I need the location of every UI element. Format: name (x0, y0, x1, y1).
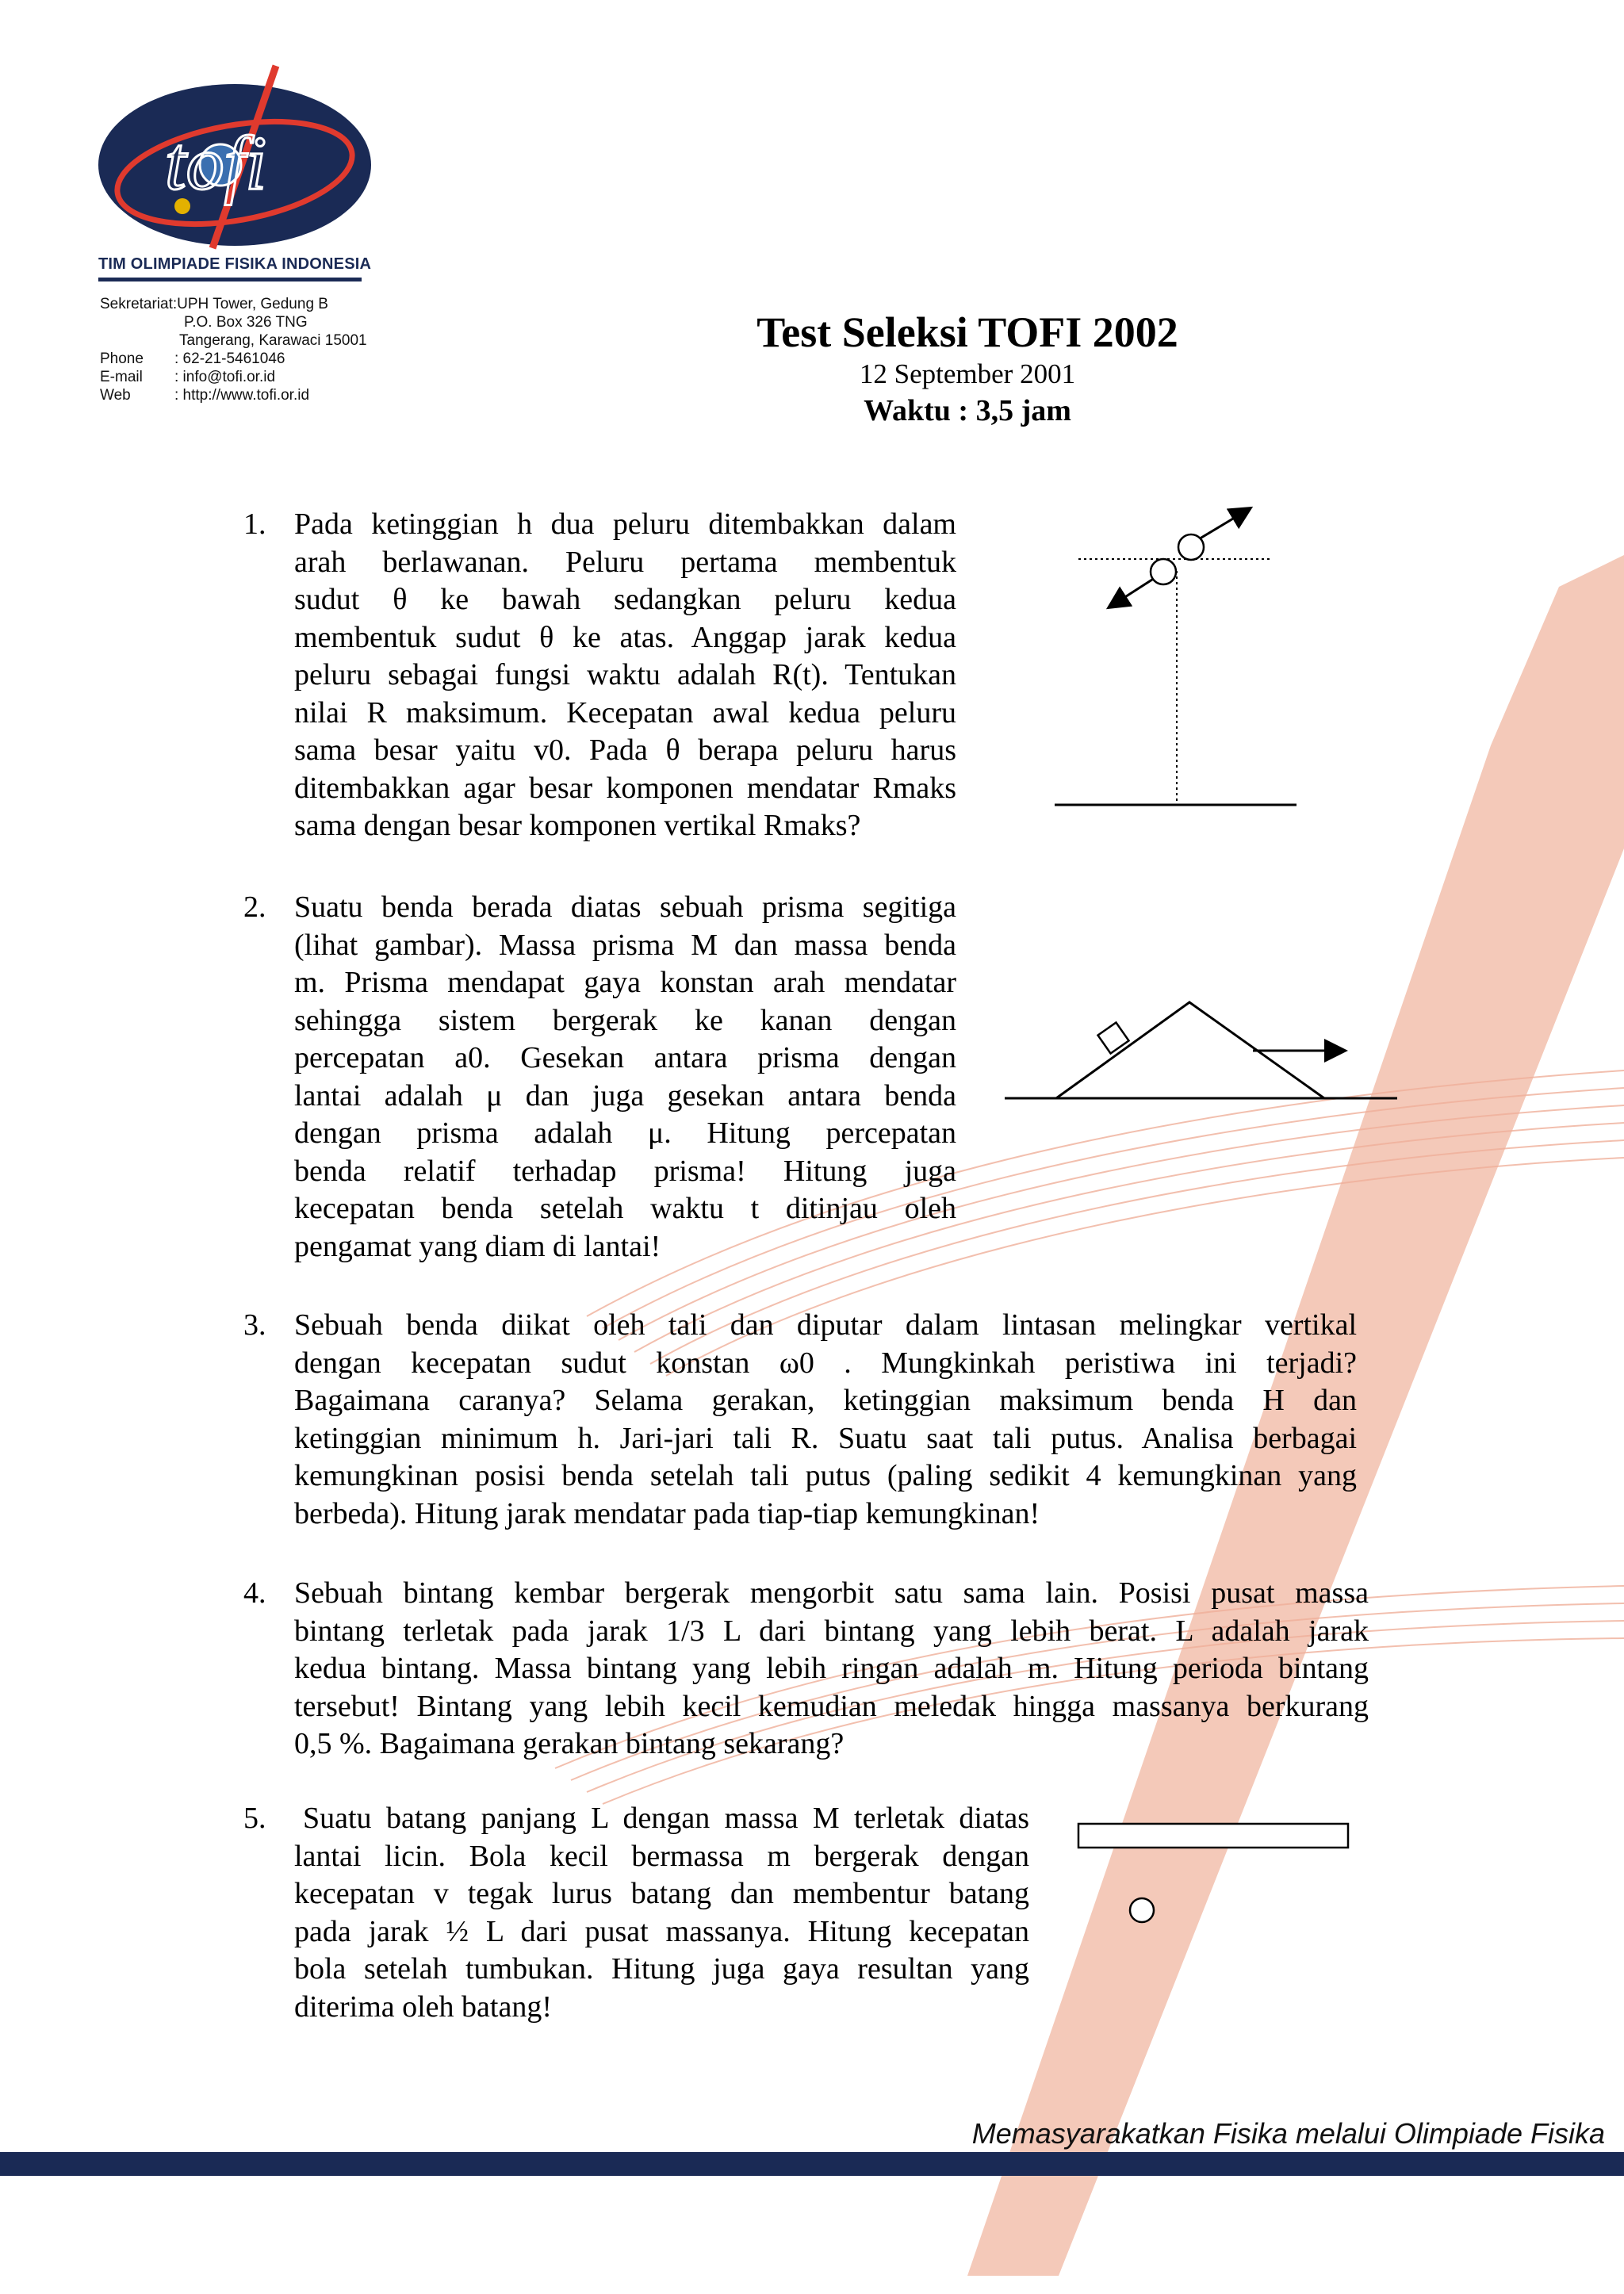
question-line: dengan prisma adalah μ. Hitung percepatan (294, 1116, 956, 1150)
figure-rod-ball (1074, 1820, 1352, 1927)
secretariat-line2: P.O. Box 326 TNG (184, 314, 308, 331)
header-divider (98, 278, 362, 281)
question-line: lantai licin. Bola kecil bermassa m bergerak dengan (294, 1839, 1029, 1873)
question-number: 1. (243, 507, 266, 541)
question-line: membentuk sudut θ ke atas. Anggap jarak kedua (294, 620, 956, 654)
logo-letters: tofi (165, 121, 267, 205)
email-label: E-mail (100, 369, 143, 385)
question-number: 2. (243, 890, 266, 924)
question-line: kemungkinan posisi benda setelah tali putus (paling sedikit 4 kemungkinan yang (294, 1459, 1357, 1492)
secretariat-label: Sekretariat: (100, 296, 178, 312)
web-label: Web (100, 387, 131, 404)
question-line: peluru sebagai fungsi waktu adalah R(t). Tentukan (294, 658, 956, 691)
question-line: Suatu batang panjang L dengan massa M terletak diatas (303, 1802, 1029, 1835)
organization-name: TIM OLIMPIADE FISIKA INDONESIA (98, 255, 372, 273)
question-4 (243, 1575, 1369, 1764)
question-3 (243, 1307, 1357, 1533)
question-line: ketinggian minimum h. Jari-jari tali R. Suatu saat tali putus. Analisa berbagai (294, 1421, 1357, 1455)
page-title: Test Seleksi TOFI 2002 (756, 308, 1178, 356)
question-line: Bagaimana caranya? Selama gerakan, ketinggian maksimum benda H dan (294, 1384, 1357, 1417)
question-line: berbeda). Hitung jarak mendatar pada tiap-tiap kemungkinan! (294, 1496, 1040, 1530)
question-line: ditembakkan agar besar komponen mendatar Rmaks (294, 771, 956, 805)
question-line: kecepatan v tegak lurus batang dan membentur batang (294, 1877, 1029, 1910)
question-line: pada jarak ½ L dari pusat massanya. Hitung kecepatan (294, 1914, 1029, 1948)
question-line: bintang terletak pada jarak 1/3 L dari bintang yang lebih berat. L adalah jarak (294, 1614, 1369, 1648)
question-2 (243, 889, 956, 1266)
email-value: : info@tofi.or.id (174, 369, 276, 385)
phone-value: : 62-21-5461046 (174, 350, 285, 367)
question-5 (243, 1800, 1029, 2026)
tofi-logo (94, 62, 379, 252)
question-number: 5. (243, 1802, 266, 1835)
question-line: nilai R maksimum. Kecepatan awal kedua peluru (294, 695, 956, 730)
question-number: 4. (243, 1576, 266, 1610)
question-line: diterima oleh batang! (294, 1990, 552, 2024)
question-line: sudut θ ke bawah sedangkan peluru kedua (294, 583, 956, 616)
question-line: Pada ketinggian h dua peluru ditembakkan dalam (294, 507, 956, 541)
figure-prism (1001, 991, 1400, 1110)
secretariat-line3: Tangerang, Karawaci 15001 (179, 332, 367, 349)
question-line: pengamat yang diam di lantai! (294, 1229, 661, 1263)
question-line: 0,5 %. Bagaimana gerakan bintang sekarang? (294, 1727, 845, 1760)
question-line: sehingga sistem bergerak ke kanan dengan (294, 1003, 956, 1037)
phone-label: Phone (100, 350, 144, 367)
footer-bar (0, 2152, 1624, 2176)
question-line: arah berlawanan. Peluru pertama membentuk (294, 545, 956, 579)
question-line: sama dengan besar komponen vertikal Rmaks? (294, 809, 861, 842)
footer-slogan: Memasyarakatkan Fisika melalui Olimpiade Fisika (971, 2117, 1605, 2150)
question-line: kedua bintang. Massa bintang yang lebih ringan adalah m. Hitung perioda bintang (294, 1652, 1369, 1685)
question-line: (lihat gambar). Massa prisma M dan massa benda (294, 928, 956, 962)
question-line: percepatan a0. Gesekan antara prisma dengan (294, 1041, 956, 1074)
figure-projectiles (1047, 500, 1308, 809)
contact-block (100, 295, 367, 404)
question-1 (243, 506, 956, 845)
question-line: bola setelah tumbukan. Hitung juga gaya resultan yang (294, 1952, 1029, 1986)
question-line: Sebuah benda diikat oleh tali dan diputar dalam lintasan melingkar vertikal (294, 1308, 1357, 1342)
test-date: 12 September 2001 (859, 358, 1076, 389)
question-line: kecepatan benda setelah waktu t ditinjau oleh (294, 1192, 956, 1225)
question-line: lantai adalah μ dan juga gesekan antara benda (294, 1078, 956, 1113)
question-line: sama besar yaitu v0. Pada θ berapa peluru harus (294, 733, 956, 767)
question-line: benda relatif terhadap prisma! Hitung juga (294, 1154, 956, 1188)
question-line: Sebuah bintang kembar bergerak mengorbit satu sama lain. Posisi pusat massa (294, 1576, 1369, 1610)
question-line: dengan kecepatan sudut konstan ω0 . Mungkinkah peristiwa ini terjadi? (294, 1346, 1357, 1380)
test-duration: Waktu : 3,5 jam (864, 394, 1071, 427)
question-line: tersebut! Bintang yang lebih kecil kemudian meledak hingga massanya berkurang (294, 1689, 1369, 1723)
secretariat-line1: UPH Tower, Gedung B (177, 296, 328, 312)
web-value: : http://www.tofi.or.id (174, 387, 310, 404)
question-line: Suatu benda berada diatas sebuah prisma segitiga (294, 890, 956, 924)
question-number: 3. (243, 1308, 266, 1342)
question-line: m. Prisma mendapat gaya konstan arah mendatar (294, 966, 956, 999)
